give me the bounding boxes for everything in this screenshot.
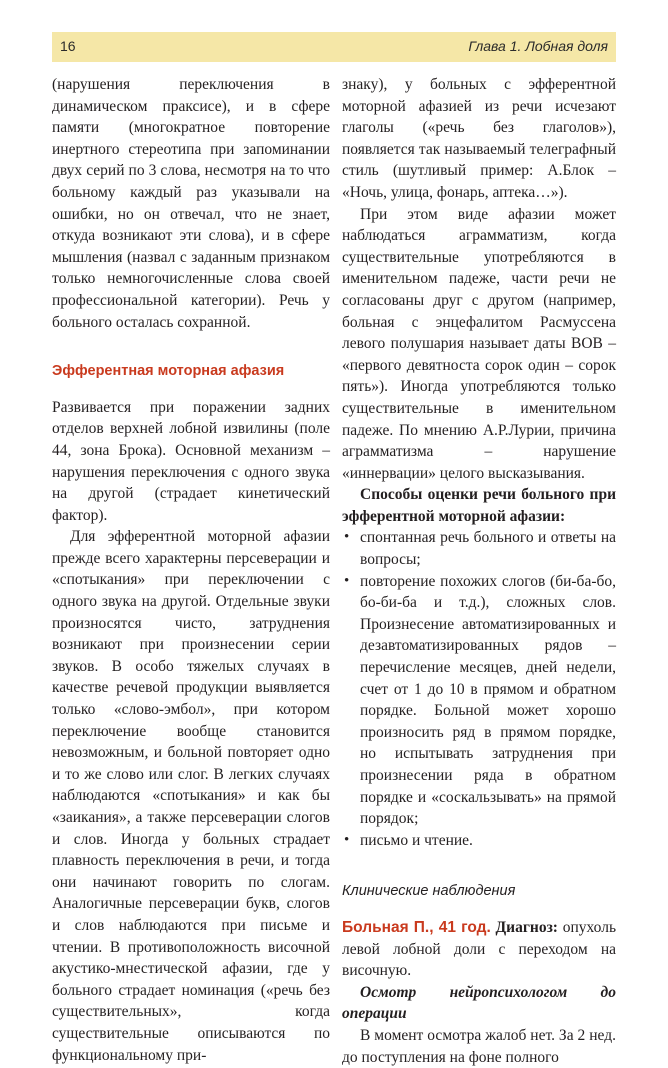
paragraph-definition: Развивается при поражении задних отделов верхней лобной извилины (поле 44, зона Брока). Основной механизм – нарушения переключения с одного звука на другой (страдает кинетический фактор). [52,398,330,524]
intro-paragraph: (нарушения переключения в динамическом праксисе), и в сфере памяти (многократное повторение инертного стереотипа при запоминании двух серий по 3 слова, несмотря на то что больному каждый раз указывали на ошибки, но он отвечал, что не знает, откуда возникают эти слова), и в сфере мышления (назвал с заданным признаком только немногочисленные слова своей профессиональной категории). Речь у больного осталась сохранной. [52,76,330,331]
list-item: • письмо и чтение. [342,830,616,852]
patient-paragraph [342,917,616,982]
paragraph-characteristics: Для эфферентной моторной афазии прежде всего характерны персеверации и «спотыкания» при переключении с одного звука на другой. Отдельные звуки произносятся чисто, затруднения возникают при произнесении серии звуков. В особо тяжелых случаях в качестве речевой продукции выявляется только «слово-эмбол», при котором переключение вообще становится невозможным, и больной повторяет одно и то же слово или слог. В легких случаях наблюдаются «спотыкания» и как бы «заикания», а также персеверации слогов и слов. Иногда у больных страдает плавность переключения в речи, и тогда они начинают говорить по слогам. Аналогичные персеверации букв, слогов и слов наблюдаются при письме и чтении. В противоположность височной акустико-мнестической афазии, где у больного страдает номинация («речь без существительных», когда существительные описываются по функциональному при- [52,528,330,1064]
page-number: 16 [60,38,76,54]
exam-text: В момент осмотра жалоб нет. За 2 нед. до поступления на фоне полного [342,1026,616,1066]
right-column [342,74,616,1068]
list-item: • повторение похожих слогов (би-ба-бо, бо-би-ба и т.д.), сложных слов. Произнесение автоматизированных и дезавтоматизированных рядов – перечисление месяцев, дней недели, счет от 1 до 10 в прямом и обратном порядке. Больной может хорошо произносить ряд в прямом порядке, но испытывать затруднения при произнесении ряда в обратном порядке и «соскальзывать» на прямой порядок; [342,571,616,830]
paragraph-continuation: знаку), у больных с эфферентной моторной афазией из речи исчезают глаголы («речь без глаголов»), появляется так называемый телеграфный стиль (шутливый пример: А.Блок – «Ночь, улица, фонарь, аптека…»). [342,76,616,201]
paragraph-agrammatism: При этом виде афазии может наблюдаться аграмматизм, когда существительные употребляются в именительном падеже, части речи не согласованы друг с другом (например, больная с энцефалитом Расмуссена левого полушария называет даты ВОВ – «первого девятноста сорок один – сорок пять»). Иногда употребляются только существительные в именительном падеже. По мнению А.Р.Лурии, причина аграмматизма – нарушение «иннервации» целого высказывания. [342,205,616,482]
chapter-title: Глава 1. Лобная доля [468,38,608,54]
diagnosis-label: Диагноз: [495,918,558,936]
list-item: • спонтанная речь больного и ответы на вопросы; [342,527,616,570]
section-title: Эфферентная моторная афазия [52,363,285,380]
left-column [52,74,330,1066]
clinical-heading: Клинические наблюдения [342,883,516,900]
exam-heading: Осмотр нейропсихологом до операции [342,983,616,1023]
diagnosis-text: опухоль левой лобной доли с переходом на височную. [342,918,617,980]
page-header [52,32,616,62]
patient-name: Больная П., 41 год. [342,918,491,936]
methods-heading: Способы оценки речи больного при эфферентной моторной афазии: [342,486,616,525]
methods-list [342,527,616,851]
